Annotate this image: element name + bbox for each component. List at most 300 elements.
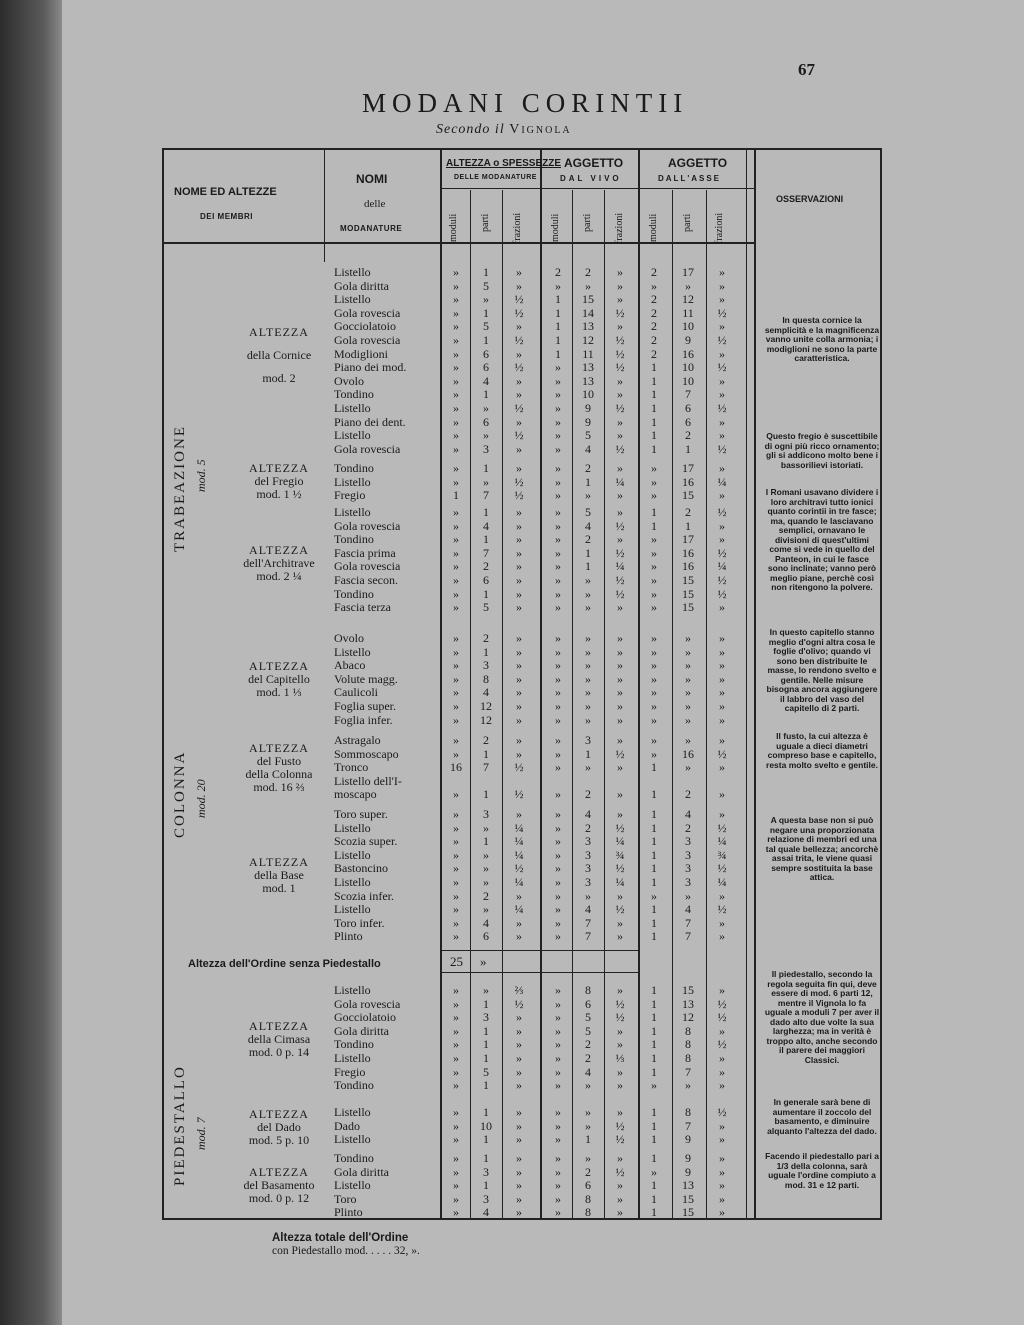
cell-value: » bbox=[585, 1078, 591, 1093]
cell-value: 1 bbox=[483, 305, 489, 320]
cell-value: 16 bbox=[682, 346, 694, 361]
cell-value: ⅓ bbox=[615, 1051, 625, 1065]
cell-value: » bbox=[685, 888, 691, 903]
cell-value: ½ bbox=[615, 1164, 625, 1179]
table-row bbox=[164, 788, 884, 801]
cell-value: ½ bbox=[717, 505, 727, 519]
cell-value: 4 bbox=[585, 518, 591, 533]
cell-value: » bbox=[685, 733, 691, 747]
cell-value: » bbox=[617, 265, 623, 279]
cell-value: 3 bbox=[685, 847, 691, 862]
cell-value: » bbox=[453, 265, 459, 279]
cell-value: ½ bbox=[514, 787, 524, 802]
modanatura-name: Listello bbox=[334, 428, 371, 443]
cell-value: ½ bbox=[615, 1132, 625, 1147]
cell-value: » bbox=[555, 983, 561, 997]
cell-value: » bbox=[453, 474, 459, 489]
cell-value: » bbox=[453, 1132, 459, 1147]
cell-value: » bbox=[483, 861, 489, 876]
cell-value: » bbox=[719, 292, 725, 307]
cell-value: 4 bbox=[483, 1205, 489, 1220]
group-name: del Dado bbox=[257, 1120, 301, 1134]
cell-value: » bbox=[453, 586, 459, 601]
cell-value: » bbox=[719, 733, 725, 747]
table-row bbox=[164, 375, 884, 388]
note-fusto: Il fusto, la cui altezza è uguale a dieci diametri compreso base e capitello, resta molto svelto e gentile. bbox=[766, 731, 878, 770]
header-dal-vivo: DAL VIVO bbox=[560, 174, 622, 183]
cell-value: 1 bbox=[585, 746, 591, 761]
cell-value: ½ bbox=[717, 902, 727, 917]
modanatura-name: Gocciolatoio bbox=[334, 319, 396, 334]
cell-value: » bbox=[453, 387, 459, 402]
section-trabeazione: TRABEAZIONE bbox=[172, 425, 188, 552]
cell-value: » bbox=[651, 532, 657, 547]
cell-value: 1 bbox=[483, 834, 489, 849]
senza-rule-bottom bbox=[440, 972, 640, 973]
cell-value: » bbox=[719, 1151, 725, 1165]
cell-value: » bbox=[617, 387, 623, 402]
cell-value: ¼ bbox=[615, 474, 625, 489]
senza-rule-top bbox=[440, 950, 640, 951]
cell-value: » bbox=[555, 760, 561, 775]
cell-value: 1 bbox=[651, 915, 657, 930]
cell-value: » bbox=[555, 505, 561, 519]
cell-value: 3 bbox=[585, 875, 591, 889]
cell-value: 5 bbox=[483, 319, 489, 334]
cell-value: » bbox=[585, 888, 591, 903]
cell-value: 15 bbox=[682, 573, 694, 587]
cell-value: » bbox=[453, 360, 459, 375]
cell-value: » bbox=[555, 573, 561, 587]
cell-value: » bbox=[617, 733, 623, 747]
cell-value: ½ bbox=[717, 1105, 727, 1119]
cell-value: » bbox=[453, 1037, 459, 1052]
modanatura-name: Listello bbox=[334, 1132, 371, 1147]
table-row bbox=[164, 775, 884, 788]
cell-value: 13 bbox=[582, 360, 594, 375]
cell-value: » bbox=[719, 488, 725, 503]
cell-value: » bbox=[555, 545, 561, 560]
cell-value: » bbox=[585, 644, 591, 659]
cell-value: 2 bbox=[585, 1051, 591, 1065]
cell-value: » bbox=[555, 996, 561, 1011]
cell-value: » bbox=[555, 278, 561, 293]
modanatura-name: Foglia infer. bbox=[334, 712, 393, 727]
cell-value: » bbox=[555, 1051, 561, 1065]
cell-value: ¼ bbox=[717, 474, 727, 489]
cell-value: 4 bbox=[585, 807, 591, 821]
cell-value: » bbox=[483, 983, 489, 997]
cell-value: 4 bbox=[483, 518, 489, 533]
cell-value: » bbox=[617, 888, 623, 903]
cell-value: » bbox=[516, 1178, 522, 1193]
cell-value: » bbox=[516, 658, 522, 673]
cell-value: » bbox=[617, 644, 623, 659]
cell-value: » bbox=[719, 532, 725, 547]
group-mod: mod. 2 ¼ bbox=[256, 569, 302, 583]
modanatura-name: Gola rovescia bbox=[334, 441, 401, 456]
cell-value: ½ bbox=[514, 760, 524, 775]
cell-value: 1 bbox=[651, 518, 657, 533]
group-mod: mod. 16 ⅔ bbox=[253, 780, 305, 794]
modani-table bbox=[162, 148, 882, 1220]
cell-value: » bbox=[685, 1078, 691, 1093]
cell-value: » bbox=[617, 292, 623, 307]
note-architrave: I Romani usavano dividere i loro architravi tutto ionici quanto corintii in tre fasce; ma, quando le lasciavano semplici, ornavano le divisioni di quest'ultimi come si vede in quello del Panteon, in cui le fasce sono inclinate; vanno però meglio piane, perchè così non ritengono la polvere. bbox=[765, 487, 879, 592]
modanatura-name: Gola diritta bbox=[334, 1023, 389, 1038]
cell-value: 1 bbox=[555, 319, 561, 334]
cell-value: » bbox=[483, 847, 489, 862]
cell-value: » bbox=[516, 1164, 522, 1179]
cell-value: 9 bbox=[685, 333, 691, 347]
cell-value: » bbox=[516, 699, 522, 713]
cell-value: 1 bbox=[483, 1105, 489, 1119]
cell-value: » bbox=[453, 559, 459, 574]
cell-value: » bbox=[516, 1132, 522, 1147]
cell-value: 16 bbox=[682, 559, 694, 574]
cell-value: » bbox=[555, 929, 561, 944]
group-mod: mod. 2 bbox=[262, 371, 296, 385]
table-row bbox=[164, 903, 884, 916]
cell-value: » bbox=[651, 559, 657, 574]
cell-value: » bbox=[453, 505, 459, 519]
cell-value: » bbox=[719, 1118, 725, 1133]
cell-value: 14 bbox=[582, 305, 594, 320]
cell-value: » bbox=[719, 685, 725, 700]
group-title: ALTEZZA bbox=[249, 855, 309, 869]
cell-value: » bbox=[516, 518, 522, 533]
cell-value: » bbox=[516, 387, 522, 402]
cell-value: ½ bbox=[615, 902, 625, 917]
cell-value: 8 bbox=[585, 983, 591, 997]
cell-value: » bbox=[516, 373, 522, 388]
modanatura-name: Gola rovescia bbox=[334, 518, 401, 533]
cell-value: » bbox=[719, 631, 725, 645]
cell-value: » bbox=[453, 518, 459, 533]
modanatura-name: Dado bbox=[334, 1118, 360, 1133]
cell-value: 1 bbox=[651, 505, 657, 519]
cell-value: » bbox=[453, 401, 459, 415]
cell-value: 2 bbox=[651, 305, 657, 320]
cell-value: 8 bbox=[483, 671, 489, 686]
cell-value: ½ bbox=[514, 996, 524, 1011]
cell-value: 1 bbox=[651, 1118, 657, 1133]
cell-value: 1 bbox=[651, 1191, 657, 1206]
cell-value: » bbox=[617, 658, 623, 673]
cell-value: » bbox=[516, 733, 522, 747]
header-dall-asse: DALL'ASSE bbox=[658, 174, 722, 183]
cell-value: » bbox=[719, 699, 725, 713]
page-subtitle bbox=[436, 122, 572, 138]
cell-value: » bbox=[585, 1151, 591, 1165]
cell-value: 1 bbox=[651, 902, 657, 917]
cell-value: » bbox=[453, 820, 459, 835]
cell-value: » bbox=[685, 671, 691, 686]
cell-value: » bbox=[617, 671, 623, 686]
sub-moduli-1: moduli bbox=[448, 213, 459, 242]
modanatura-name: Listello bbox=[334, 1051, 371, 1065]
cell-value: » bbox=[719, 712, 725, 727]
cell-value: 2 bbox=[585, 1164, 591, 1179]
cell-value: » bbox=[555, 631, 561, 645]
cell-value: 1 bbox=[651, 1132, 657, 1147]
cell-value: 2 bbox=[685, 428, 691, 443]
cell-value: 1 bbox=[651, 861, 657, 876]
cell-value: » bbox=[453, 1164, 459, 1179]
cell-value: ½ bbox=[514, 861, 524, 876]
cell-value: » bbox=[516, 1064, 522, 1079]
cell-value: 3 bbox=[685, 875, 691, 889]
cell-value: 1 bbox=[651, 401, 657, 415]
cell-value: » bbox=[617, 787, 623, 802]
cell-value: ½ bbox=[615, 573, 625, 587]
modanatura-name: Fregio bbox=[334, 1064, 366, 1079]
note-zoccolo: In generale sarà bene di aumentare il zoccolo del basamento, e diminuire alquanto l'altezza del dado. bbox=[767, 1097, 877, 1136]
cell-value: 3 bbox=[585, 861, 591, 876]
cell-value: 2 bbox=[483, 559, 489, 574]
cell-value: » bbox=[555, 360, 561, 375]
cell-value: 6 bbox=[685, 414, 691, 429]
cell-value: » bbox=[555, 428, 561, 443]
cell-value: 3 bbox=[483, 658, 489, 673]
modanatura-name: Toro infer. bbox=[334, 915, 385, 930]
cell-value: » bbox=[516, 1037, 522, 1052]
modanatura-name: Listello bbox=[334, 820, 371, 835]
cell-value: » bbox=[453, 373, 459, 388]
group-title: ALTEZZA bbox=[249, 659, 309, 673]
group-mod: mod. 1 bbox=[262, 881, 296, 895]
cell-value: ¼ bbox=[615, 834, 625, 849]
cell-value: » bbox=[719, 600, 725, 615]
cell-value: » bbox=[453, 346, 459, 361]
group-title: ALTEZZA bbox=[249, 543, 309, 557]
cell-value: » bbox=[719, 1178, 725, 1193]
cell-value: 2 bbox=[685, 787, 691, 802]
table-row bbox=[164, 402, 884, 415]
sub-moduli-2: moduli bbox=[550, 213, 561, 242]
cell-value: 6 bbox=[483, 346, 489, 361]
cell-value: » bbox=[555, 847, 561, 862]
modanatura-name: Gola diritta bbox=[334, 278, 389, 293]
modanatura-name: Listello dell'I- bbox=[334, 773, 402, 788]
cell-value: 1 bbox=[585, 474, 591, 489]
cell-value: » bbox=[555, 1205, 561, 1220]
cell-value: ½ bbox=[615, 1010, 625, 1025]
cell-value: 4 bbox=[585, 441, 591, 456]
cell-value: ½ bbox=[615, 346, 625, 361]
cell-value: » bbox=[516, 888, 522, 903]
table-row bbox=[164, 416, 884, 429]
cell-value: » bbox=[555, 559, 561, 574]
cell-value: » bbox=[617, 1078, 623, 1093]
cell-value: 1 bbox=[651, 428, 657, 443]
cell-value: » bbox=[516, 573, 522, 587]
cell-value: 1 bbox=[651, 387, 657, 402]
cell-value: » bbox=[651, 1164, 657, 1179]
modanatura-name: Listello bbox=[334, 401, 371, 415]
cell-value: 16 bbox=[682, 746, 694, 761]
cell-value: » bbox=[516, 414, 522, 429]
modanatura-name: Tondino bbox=[334, 1151, 374, 1165]
cell-value: » bbox=[453, 1151, 459, 1165]
header-aggetto-asse: AGGETTO bbox=[668, 156, 728, 170]
altezza-senza-moduli: 25 bbox=[450, 954, 463, 969]
cell-value: ½ bbox=[717, 861, 727, 876]
cell-value: » bbox=[719, 428, 725, 443]
modanatura-name: Tondino bbox=[334, 1037, 374, 1052]
scan-binding-edge bbox=[0, 0, 62, 1325]
group-name: della Base bbox=[254, 868, 304, 882]
cell-value: » bbox=[617, 929, 623, 944]
cell-value: 1 bbox=[483, 505, 489, 519]
table-row bbox=[164, 1193, 884, 1206]
cell-value: » bbox=[555, 671, 561, 686]
cell-value: 5 bbox=[585, 505, 591, 519]
cell-value: 1 bbox=[483, 1051, 489, 1065]
cell-value: » bbox=[555, 1151, 561, 1165]
cell-value: 5 bbox=[585, 1010, 591, 1025]
cell-value: » bbox=[516, 265, 522, 279]
cell-value: » bbox=[453, 1078, 459, 1093]
cell-value: » bbox=[516, 915, 522, 930]
cell-value: » bbox=[453, 319, 459, 334]
cell-value: 5 bbox=[585, 428, 591, 443]
cell-value: 16 bbox=[450, 760, 462, 775]
cell-value: » bbox=[555, 834, 561, 849]
cell-value: » bbox=[483, 292, 489, 307]
cell-value: » bbox=[453, 631, 459, 645]
cell-value: » bbox=[617, 685, 623, 700]
modanatura-name: Plinto bbox=[334, 929, 363, 944]
cell-value: 7 bbox=[685, 915, 691, 930]
cell-value: » bbox=[651, 600, 657, 615]
cell-value: 1 bbox=[483, 532, 489, 547]
cell-value: » bbox=[453, 733, 459, 747]
cell-value: 3 bbox=[685, 834, 691, 849]
cell-value: » bbox=[516, 1051, 522, 1065]
cell-value: » bbox=[453, 671, 459, 686]
cell-value: ½ bbox=[615, 518, 625, 533]
cell-value: 9 bbox=[685, 1164, 691, 1179]
cell-value: » bbox=[651, 658, 657, 673]
modanatura-name: Ovolo bbox=[334, 631, 364, 645]
cell-value: » bbox=[719, 518, 725, 533]
cell-value: » bbox=[516, 1105, 522, 1119]
cell-value: » bbox=[585, 658, 591, 673]
cell-value: » bbox=[555, 488, 561, 503]
cell-value: 6 bbox=[585, 1178, 591, 1193]
cell-value: 1 bbox=[651, 760, 657, 775]
cell-value: 1 bbox=[483, 1132, 489, 1147]
cell-value: 4 bbox=[585, 1064, 591, 1079]
cell-value: » bbox=[555, 387, 561, 402]
cell-value: » bbox=[516, 1205, 522, 1220]
cell-value: » bbox=[719, 278, 725, 293]
cell-value: 7 bbox=[685, 387, 691, 402]
cell-value: 4 bbox=[483, 373, 489, 388]
cell-value: 5 bbox=[483, 600, 489, 615]
group-title: ALTEZZA bbox=[249, 1107, 309, 1121]
cell-value: » bbox=[617, 319, 623, 334]
cell-value: » bbox=[555, 733, 561, 747]
modanatura-name: Tondino bbox=[334, 586, 374, 601]
modanatura-name: Listello bbox=[334, 265, 371, 279]
modanatura-name: Scozia super. bbox=[334, 834, 398, 849]
cell-value: 6 bbox=[483, 414, 489, 429]
cell-value: » bbox=[617, 1205, 623, 1220]
cell-value: » bbox=[719, 1064, 725, 1079]
cell-value: » bbox=[555, 787, 561, 802]
cell-value: » bbox=[516, 746, 522, 761]
cell-value: » bbox=[516, 461, 522, 475]
header-mid-rule bbox=[442, 188, 754, 189]
cell-value: » bbox=[453, 428, 459, 443]
cell-value: » bbox=[516, 807, 522, 821]
cell-value: 1 bbox=[651, 441, 657, 456]
cell-value: 3 bbox=[483, 441, 489, 456]
cell-value: ¼ bbox=[615, 559, 625, 574]
cell-value: 3 bbox=[685, 861, 691, 876]
cell-value: ½ bbox=[615, 360, 625, 375]
cell-value: 15 bbox=[682, 600, 694, 615]
modanatura-name: Fascia terza bbox=[334, 600, 391, 615]
cell-value: » bbox=[453, 1105, 459, 1119]
group-mod: mod. 1 ⅓ bbox=[256, 685, 302, 699]
cell-value: » bbox=[719, 760, 725, 775]
cell-value: » bbox=[617, 600, 623, 615]
cell-value: » bbox=[719, 319, 725, 334]
cell-value: 1 bbox=[483, 333, 489, 347]
cell-value: » bbox=[453, 1051, 459, 1065]
cell-value: » bbox=[453, 915, 459, 930]
cell-value: » bbox=[617, 505, 623, 519]
cell-value: 1 bbox=[483, 1178, 489, 1193]
cell-value: » bbox=[719, 1205, 725, 1220]
cell-value: 1 bbox=[651, 929, 657, 944]
cell-value: » bbox=[651, 712, 657, 727]
note-capitello: In questo capitello stanno meglio d'ogni altra cosa le foglie d'olivo; quando vi sono ben distribuite le masse, lo rendono svelto e gentile. Nelle misure bisogna ancora aggiungere il labbro del vaso del capitello di 2 parti. bbox=[766, 627, 878, 713]
note-base: A questa base non si può negare una proporzionata relazione di membri ed una tal quale bellezza; ancorchè assai trita, le viene quasi sempre sostituita la base attica. bbox=[765, 815, 879, 882]
cell-value: ½ bbox=[717, 441, 727, 456]
modanatura-name: Fregio bbox=[334, 488, 366, 503]
section-trabeazione-mod: mod. 5 bbox=[194, 459, 208, 492]
cell-value: » bbox=[555, 461, 561, 475]
cell-value: » bbox=[453, 699, 459, 713]
cell-value: » bbox=[453, 1191, 459, 1206]
cell-value: 3 bbox=[483, 807, 489, 821]
cell-value: » bbox=[555, 401, 561, 415]
cell-value: ½ bbox=[717, 360, 727, 375]
cell-value: ¼ bbox=[514, 902, 524, 917]
cell-value: 5 bbox=[483, 278, 489, 293]
cell-value: 1 bbox=[483, 1037, 489, 1052]
cell-value: » bbox=[453, 532, 459, 547]
cell-value: » bbox=[453, 787, 459, 802]
cell-value: ½ bbox=[514, 360, 524, 375]
modanatura-name: Gola diritta bbox=[334, 1164, 389, 1179]
header-altezza: ALTEZZA o SPESSEZZE bbox=[446, 158, 562, 169]
cell-value: 1 bbox=[483, 996, 489, 1011]
cell-value: » bbox=[719, 658, 725, 673]
cell-value: » bbox=[555, 532, 561, 547]
altezza-totale bbox=[272, 1232, 420, 1258]
group-title: ALTEZZA bbox=[249, 325, 309, 339]
cell-value: » bbox=[483, 428, 489, 443]
cell-value: ¾ bbox=[615, 847, 625, 862]
cell-value: » bbox=[453, 861, 459, 876]
cell-value: » bbox=[516, 1023, 522, 1038]
cell-value: 2 bbox=[685, 505, 691, 519]
